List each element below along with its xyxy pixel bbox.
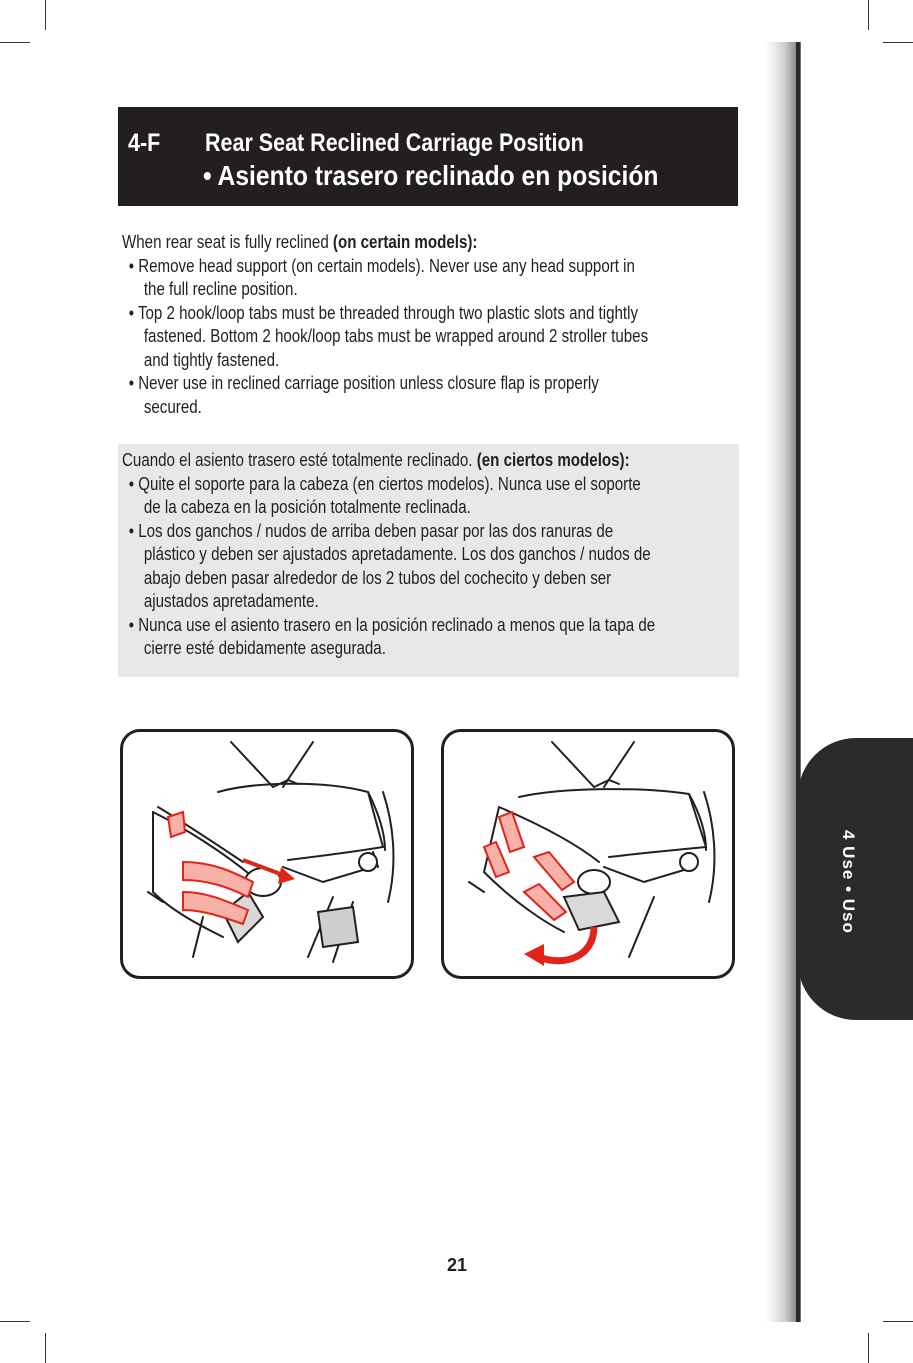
crop-mark [45, 1333, 46, 1363]
list-item: • Top 2 hook/loop tabs must be threaded through two plastic slots and tightly fastened. Bottom 2 hook/loop tabs must be wrapped around 2 stroller tubes and tightly fastened. [128, 302, 649, 370]
list-item: • Quite el soporte para la cabeza (en ciertos modelos). Nunca use el soporte de la cabeza en la posición totalmente reclinada. [128, 473, 641, 517]
english-intro: When rear seat is fully reclined (on certain models): [122, 232, 478, 252]
crop-mark [45, 0, 46, 30]
crop-mark [883, 42, 913, 43]
crop-mark [0, 42, 30, 43]
chapter-edge-line [796, 42, 800, 1322]
seat-illustration-2 [444, 732, 732, 976]
crop-mark [868, 1333, 869, 1363]
english-instructions [122, 231, 660, 419]
page-number: 21 [446, 1255, 468, 1275]
list-item: • Never use in reclined carriage position unless closure flap is properly secured. [128, 373, 599, 417]
list-item: • Los dos ganchos / nudos de arriba deben pasar por las dos ranuras de plástico y deben ser ajustados apretadamente. Los dos ganchos / nudos de abajo deben pasar alrededor de los 2 tubos del cochecito y deben ser ajustados apretadamente. [128, 520, 651, 611]
spanish-instructions [122, 449, 660, 661]
crop-mark [868, 0, 869, 30]
section-number: 4-F [128, 129, 161, 157]
crop-mark [883, 1321, 913, 1322]
section-title-es: • Asiento trasero reclinado en posición [203, 160, 659, 191]
seat-illustration-1 [123, 732, 411, 976]
section-header [118, 107, 738, 206]
section-title-en: Rear Seat Reclined Carriage Position [205, 129, 584, 157]
crop-mark [0, 1321, 30, 1322]
spanish-intro: Cuando el asiento trasero esté totalmente reclinado. (en ciertos modelos): [122, 450, 630, 470]
list-item: • Remove head support (on certain models). Never use any head support in the full recline position. [128, 255, 635, 299]
diagram-top-tabs [120, 729, 414, 979]
diagram-bottom-tabs [441, 729, 735, 979]
chapter-tab-label: 4 Use • Uso [839, 830, 858, 934]
list-item: • Nunca use el asiento trasero en la posición reclinado a menos que la tapa de cierre esté debidamente asegurada. [128, 614, 656, 658]
